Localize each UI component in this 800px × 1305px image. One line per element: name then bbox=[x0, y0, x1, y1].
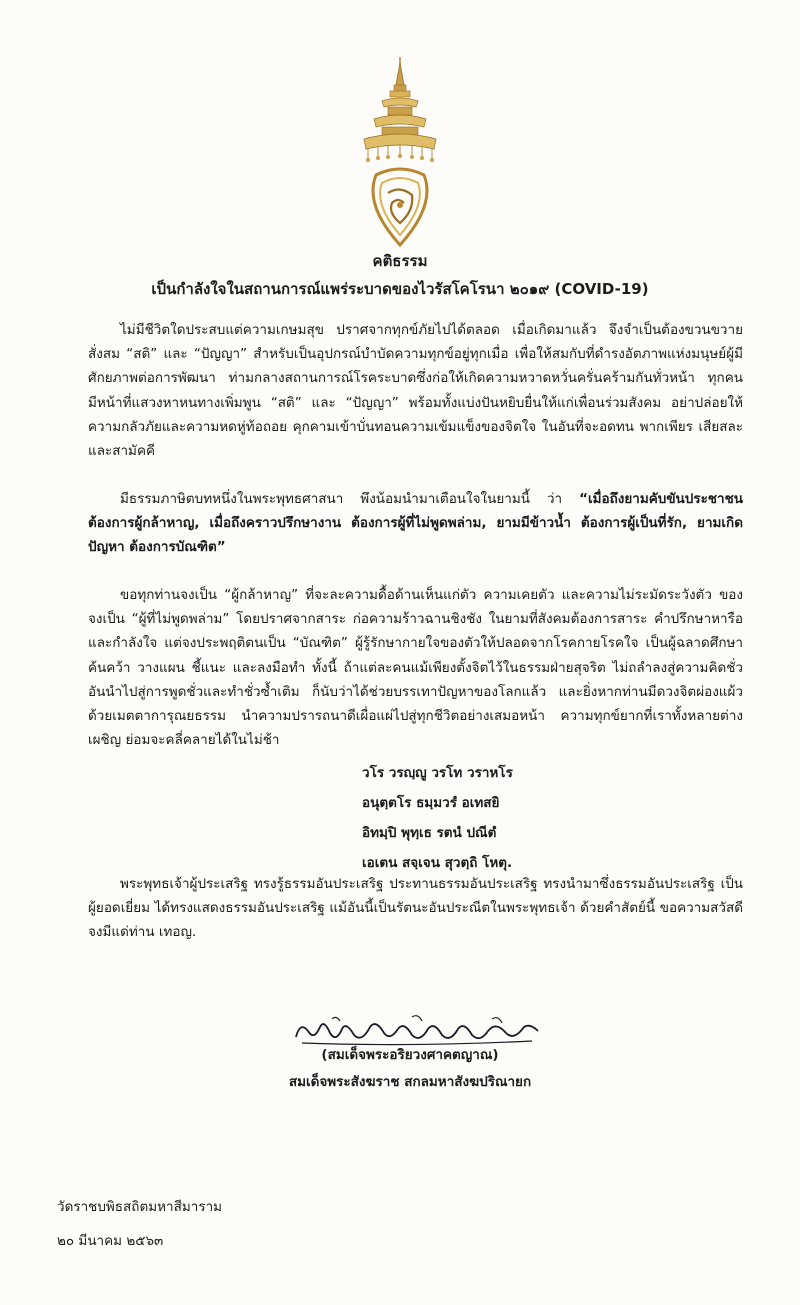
paragraph-1: ไม่มีชีวิตใดประสบแต่ความเกษมสุข ปราศจากทุกข์ภัยไปได้ตลอด เมื่อเกิดมาแล้ว จึงจำเป็นต้องขวนขวายสั่งสม “สติ” และ “ปัญญา” สำหรับเป็นอุปกรณ์บำบัดความทุกข์อยู่ทุกเมื่อ เพื่อให้สมกับที่ดำรงอัตภาพแห่งมนุษย์ผู้มีศักยภาพต่อการพัฒนา ท่ามกลางสถานการณ์โรคระบาดซึ่งก่อให้เกิดความหวาดหวั่นครั่นคร้ามกันทั่วหน้า ทุกคนมีหน้าที่แสวงหาหนทางเพิ่มพูน “สติ” และ “ปัญญา” พร้อมทั้งแบ่งปันหยิบยื่นให้แก่เพื่อนร่วมสังคม อย่าปล่อยให้ความกลัวภัยและความหดหู่ท้อถอย คุกคามเข้าบั่นทอนความเข้มแข็งของจิตใจ ในอันที่จะอดทน พากเพียร เสียสละ และสามัคคี bbox=[88, 322, 743, 460]
paragraph-2-intro: มีธรรมภาษิตบทหนึ่งในพระพุทธศาสนา พึงน้อมนำมาเตือนใจในยามนี้ ว่า bbox=[120, 491, 580, 507]
royal-emblem-icon bbox=[352, 55, 448, 255]
paragraph-3: ขอทุกท่านจงเป็น “ผู้กล้าหาญ” ที่จะละความดื้อด้านเห็นแก่ตัว ความเคยตัว และความไม่ระมัดระวังตัว ของจงเป็น “ผู้ที่ไม่พูดพล่าม” โดยปราศจากสาระ ก่อความร้าวฉานชิงชัง ในยามที่สังคมต้องการสาระ คำปรึกษาหารือ และกำลังใจ แต่จงประพฤติตนเป็น “บัณฑิต” ผู้รู้รักษากายใจของตัวให้ปลอดจากโรคกายโรคใจ เป็นผู้ฉลาดศึกษา ค้นคว้า วางแผน ชี้แนะ และลงมือทำ ทั้งนี้ ถ้าแต่ละคนแม้เพียงตั้งจิตไว้ในธรรมฝ่ายสุจริต ไม่ถลำลงสู่ความคิดชั่ว อันนำไปสู่การพูดชั่วและทำชั่วซ้ำเติม ก็นับว่าได้ช่วยบรรเทาปัญหาของโลกแล้ว และยิ่งหากท่านมีดวงจิตผ่องแผ้วด้วยเมตตาการุณยธรรม นำความปรารถนาดีเผื่อแผ่ไปสู่ทุกชีวิตอย่างเสมอหน้า ความทุกข์ยากที่เราทั้งหลายต่างเผชิญ ย่อมจะคลี่คลายได้ในไม่ช้า bbox=[88, 587, 743, 749]
signatory-name: (สมเด็จพระอริยวงศาคตญาณ) bbox=[321, 1047, 499, 1063]
verse-line: อิทมฺปิ พุทฺเธ รตนํ ปณีตํ bbox=[362, 825, 497, 841]
letter-subtitle: เป็นกำลังใจในสถานการณ์แพร่ระบาดของไวรัสโคโรนา ๒๐๑๙ (COVID-19) bbox=[151, 280, 649, 298]
verse-line: วโร วรญฺญู วรโท วราหโร bbox=[362, 765, 513, 781]
signatory-title: สมเด็จพระสังฆราช สกลมหาสังฆปริณายก bbox=[288, 1074, 532, 1090]
pali-verses bbox=[362, 758, 513, 878]
footer-place: วัดราชบพิธสถิตมหาสีมาราม bbox=[57, 1199, 223, 1215]
letter-title: คติธรรม bbox=[372, 252, 428, 270]
letter-heading bbox=[0, 250, 800, 301]
letter-footer bbox=[57, 1190, 222, 1258]
paragraph-4: พระพุทธเจ้าผู้ประเสริฐ ทรงรู้ธรรมอันประเสริฐ ประทานธรรมอันประเสริฐ ทรงนำมาซึ่งธรรมอันประเสริฐ เป็นผู้ยอดเยี่ยม ได้ทรงแสดงธรรมอันประเสริฐ แม้อันนี้เป็นรัตนะอันประณีตในพระพุทธเจ้า ด้วยคำสัตย์นี้ ขอความสวัสดีจงมีแด่ท่าน เทอญ. bbox=[88, 876, 743, 941]
verse-line: อนุตฺตโร ธมฺมวรํ อเทสยิ bbox=[362, 795, 500, 811]
paragraph-2 bbox=[88, 487, 743, 560]
verse-line: เอเตน สจฺเจน สุวตฺถิ โหตุ. bbox=[362, 855, 513, 871]
footer-date: ๒๐ มีนาคม ๒๕๖๓ bbox=[57, 1233, 164, 1249]
paragraph-2-quote: “เมื่อถึงยามคับขันประชาชนต้องการผู้กล้าหาญ, เมื่อถึงคราวปรึกษางาน ต้องการผู้ที่ไม่พูดพล่าม, ยามมีข้าวน้ำ ต้องการผู้เป็นที่รัก, ยามเกิดปัญหา ต้องการบัณฑิต” bbox=[88, 491, 743, 556]
